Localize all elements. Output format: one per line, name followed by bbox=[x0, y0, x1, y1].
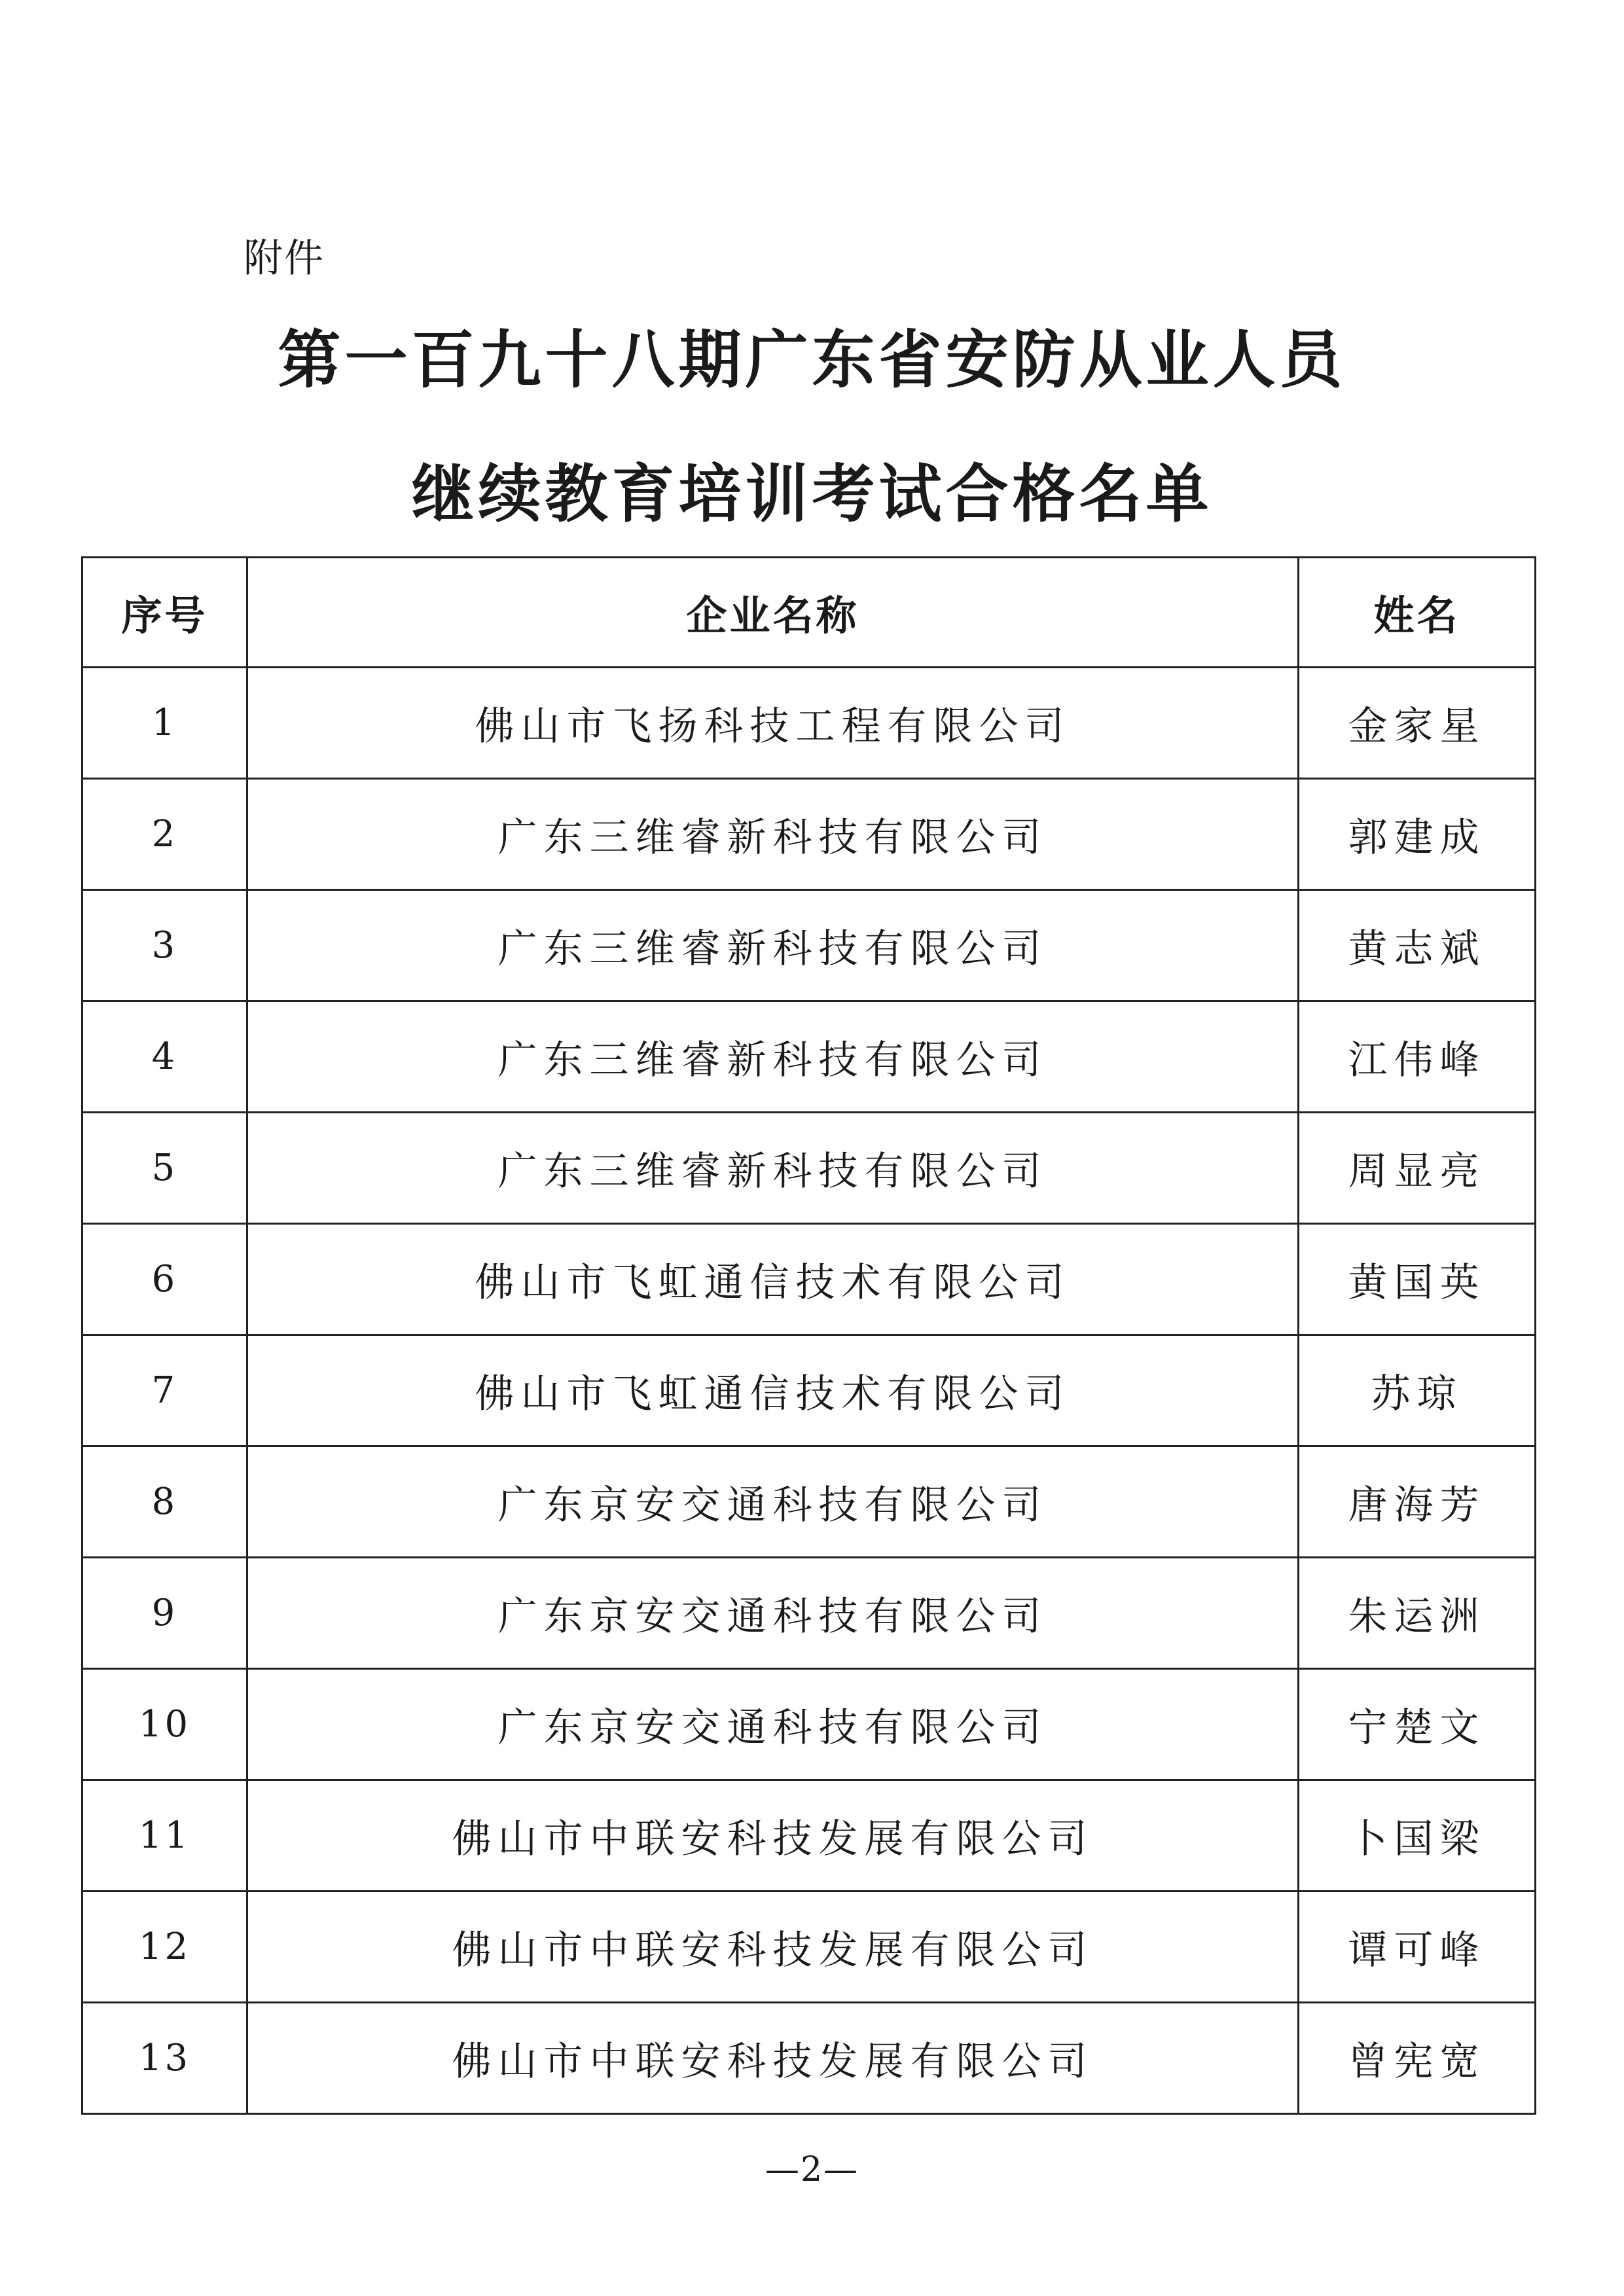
row-number: 1 bbox=[82, 668, 247, 779]
qualified-roster-table bbox=[81, 556, 1536, 2115]
table-row bbox=[82, 1335, 1536, 1446]
table-row bbox=[82, 890, 1536, 1001]
company-name: 广东京安交通科技有限公司 bbox=[247, 1669, 1299, 1780]
company-name: 广东京安交通科技有限公司 bbox=[247, 1446, 1299, 1558]
column-header-company: 企业名称 bbox=[247, 558, 1299, 668]
table-row bbox=[82, 1669, 1536, 1780]
person-name: 谭可峰 bbox=[1299, 1892, 1536, 2003]
person-name: 卜国梁 bbox=[1299, 1780, 1536, 1892]
table-body bbox=[82, 668, 1536, 2114]
person-name: 唐海芳 bbox=[1299, 1446, 1536, 1558]
company-name: 广东三维睿新科技有限公司 bbox=[247, 1001, 1299, 1113]
row-number: 11 bbox=[82, 1780, 247, 1892]
row-number: 7 bbox=[82, 1335, 247, 1446]
row-number: 3 bbox=[82, 890, 247, 1001]
company-name: 佛山市中联安科技发展有限公司 bbox=[247, 2003, 1299, 2114]
table-row bbox=[82, 1113, 1536, 1224]
column-header-name: 姓名 bbox=[1299, 558, 1536, 668]
person-name: 黄国英 bbox=[1299, 1224, 1536, 1335]
table-row bbox=[82, 1224, 1536, 1335]
row-number: 13 bbox=[82, 2003, 247, 2114]
person-name: 苏琼 bbox=[1299, 1335, 1536, 1446]
row-number: 8 bbox=[82, 1446, 247, 1558]
person-name: 江伟峰 bbox=[1299, 1001, 1536, 1113]
person-name: 黄志斌 bbox=[1299, 890, 1536, 1001]
row-number: 9 bbox=[82, 1558, 247, 1669]
company-name: 广东京安交通科技有限公司 bbox=[247, 1558, 1299, 1669]
company-name: 佛山市飞虹通信技术有限公司 bbox=[247, 1224, 1299, 1335]
company-name: 广东三维睿新科技有限公司 bbox=[247, 1113, 1299, 1224]
table-row bbox=[82, 1001, 1536, 1113]
row-number: 5 bbox=[82, 1113, 247, 1224]
table-row bbox=[82, 668, 1536, 779]
person-name: 朱运洲 bbox=[1299, 1558, 1536, 1669]
document-title-line-2: 继续教育培训考试合格名单 bbox=[411, 457, 1213, 531]
document-title-line-1: 第一百九十八期广东省安防从业人员 bbox=[278, 323, 1346, 397]
person-name: 宁楚文 bbox=[1299, 1669, 1536, 1780]
row-number: 12 bbox=[82, 1892, 247, 2003]
company-name: 佛山市中联安科技发展有限公司 bbox=[247, 1780, 1299, 1892]
row-number: 2 bbox=[82, 779, 247, 890]
attachment-label: 附件 bbox=[244, 236, 325, 281]
table-row bbox=[82, 1446, 1536, 1558]
column-header-no: 序号 bbox=[82, 558, 247, 668]
row-number: 4 bbox=[82, 1001, 247, 1113]
table-row bbox=[82, 1558, 1536, 1669]
company-name: 广东三维睿新科技有限公司 bbox=[247, 890, 1299, 1001]
company-name: 广东三维睿新科技有限公司 bbox=[247, 779, 1299, 890]
person-name: 金家星 bbox=[1299, 668, 1536, 779]
person-name: 曾宪宽 bbox=[1299, 2003, 1536, 2114]
table-row bbox=[82, 779, 1536, 890]
table-row bbox=[82, 1892, 1536, 2003]
company-name: 佛山市中联安科技发展有限公司 bbox=[247, 1892, 1299, 2003]
table-row bbox=[82, 1780, 1536, 1892]
company-name: 佛山市飞虹通信技术有限公司 bbox=[247, 1335, 1299, 1446]
table-header-row bbox=[82, 558, 1536, 668]
row-number: 10 bbox=[82, 1669, 247, 1780]
person-name: 周显亮 bbox=[1299, 1113, 1536, 1224]
person-name: 郭建成 bbox=[1299, 779, 1536, 890]
row-number: 6 bbox=[82, 1224, 247, 1335]
company-name: 佛山市飞扬科技工程有限公司 bbox=[247, 668, 1299, 779]
table-row bbox=[82, 2003, 1536, 2114]
page-number: —2— bbox=[765, 2150, 859, 2189]
